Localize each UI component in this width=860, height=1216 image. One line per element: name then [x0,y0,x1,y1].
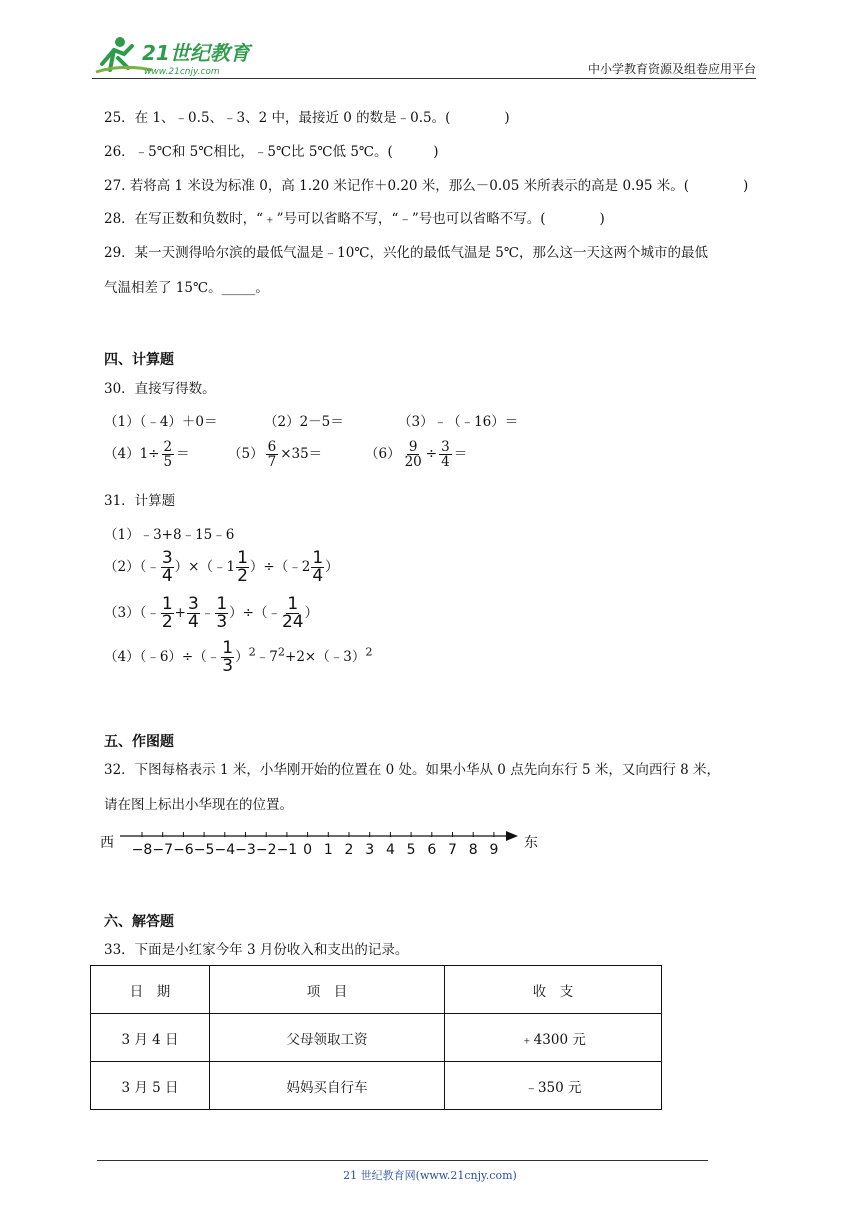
q30-item-3: （3）﹣（﹣16）＝ [398,414,519,430]
table-header-row [91,966,662,1014]
question-26: 26．﹣5℃和 5℃相比，﹣5℃比 5℃低 5℃。( ) [104,144,439,160]
section-5-title: 五、作图题 [104,734,174,750]
numberline-label: −1 [276,842,298,858]
numberline-label: 2 [344,842,354,858]
income-expense-table [90,965,662,1110]
footer-text: 21 世纪教育网(www.21cnjy.com) [343,1169,517,1182]
header-amount: 收 支 [445,966,662,1014]
numberline-label: −8 [131,842,153,858]
site-logo [92,34,262,78]
q31-part-3: （3）（﹣ $\frac{1}{2}$ + $\frac{3}{4}$ ﹣ $\frac{1}{3}$ ）÷（﹣ $\frac{1}{24}$ ） [104,594,319,632]
table-row [91,1014,662,1062]
number-line [118,826,528,860]
cell-date: 3 月 5 日 [91,1062,210,1110]
cell-amount: ﹢4300 元 [445,1014,662,1062]
question-33: 33．下面是小红家今年 3 月份收入和支出的记录。 [104,942,409,958]
section-6-title: 六、解答题 [104,914,174,930]
numberline-label: −6 [173,842,194,858]
q31-part-1: （1）﹣3+8﹣15﹣6 [104,527,235,543]
numberline-label: 3 [365,842,375,858]
q30-item-5: （5） $\frac{6}{7}$ ×35＝ [228,439,323,471]
cell-date: 3 月 4 日 [91,1014,210,1062]
numberline-label: −7 [152,842,174,858]
header-divider [92,78,756,79]
logo-text: 21世纪教育 [142,41,250,65]
question-27: 27. 若将高 1 米设为标准 0，高 1.20 米记作＋0.20 米，那么－0.05 米所表示的高是 0.95 米。( ) [104,178,749,194]
numberline-label: 8 [468,842,478,858]
numberline-label: 9 [489,842,499,858]
question-29-line2: 气温相差了 15℃。_____。 [104,280,269,296]
numberline-west: 西 [100,835,114,851]
numberline-label: −4 [214,842,236,858]
numberline-label: 6 [427,842,437,858]
q30-item-1: （1）（﹣4）＋0＝ [104,414,218,430]
q30-item-2: （2）2－5＝ [264,414,344,430]
cell-item: 妈妈买自行车 [210,1062,445,1110]
platform-name: 中小学教育资源及组卷应用平台 [587,62,756,76]
header-item: 项 目 [210,966,445,1014]
cell-amount: ﹣350 元 [445,1062,662,1110]
numberline-label: 4 [385,842,395,858]
numberline-label: 0 [303,842,313,858]
question-29-line1: 29．某一天测得哈尔滨的最低气温是﹣10℃，兴化的最低气温是 5℃，那么这一天这两个城市的最低 [104,245,708,261]
numberline-label: 5 [406,842,416,858]
question-32-line1: 32．下图每格表示 1 米，小华刚开始的位置在 0 处。如果小华从 0 点先向东行 5 米，又向西行 8 米， [104,762,721,778]
q30-item-6: （6） $\frac{9}{20}$ ÷ $\frac{3}{4}$ ＝ [365,439,468,471]
logo-sub: www.21cnjy.com [144,67,220,77]
numberline-label: −5 [193,842,215,858]
question-30: 30．直接写得数。 [104,381,216,397]
numberline-label: −3 [235,842,256,858]
header-date: 日 期 [91,966,210,1014]
numberline-east: 东 [524,835,538,851]
question-25: 25．在 1、﹣0.5、﹣3、2 中，最接近 0 的数是﹣0.5。( ) [104,110,510,126]
q31-part-2: （2）（﹣ $\frac{3}{4}$ ）×（﹣1 $\frac{1}{2}$ ）÷（﹣2 $\frac{1}{4}$ ） [104,548,339,586]
q30-item-4: （4）1÷ $\frac{2}{5}$ ＝ [104,439,190,471]
numberline-label: 1 [323,842,333,858]
numberline-label: −2 [255,842,277,858]
footer-divider [97,1160,708,1161]
cell-item: 父母领取工资 [210,1014,445,1062]
question-28: 28．在写正数和负数时，“﹢”号可以省略不写，“﹣”号也可以省略不写。( ) [104,211,605,227]
question-32-line2: 请在图上标出小华现在的位置。 [104,797,293,813]
numberline-label: 7 [448,842,457,858]
q31-part-4: （4）（﹣6）÷（﹣ $\frac{1}{3}$ ）$^2﹣7^2+2\times(﹣3)^2$ [104,638,373,676]
table-row [91,1062,662,1110]
section-4-title: 四、计算题 [104,352,174,368]
question-31: 31．计算题 [104,493,176,509]
numberline-arrow [506,831,518,841]
